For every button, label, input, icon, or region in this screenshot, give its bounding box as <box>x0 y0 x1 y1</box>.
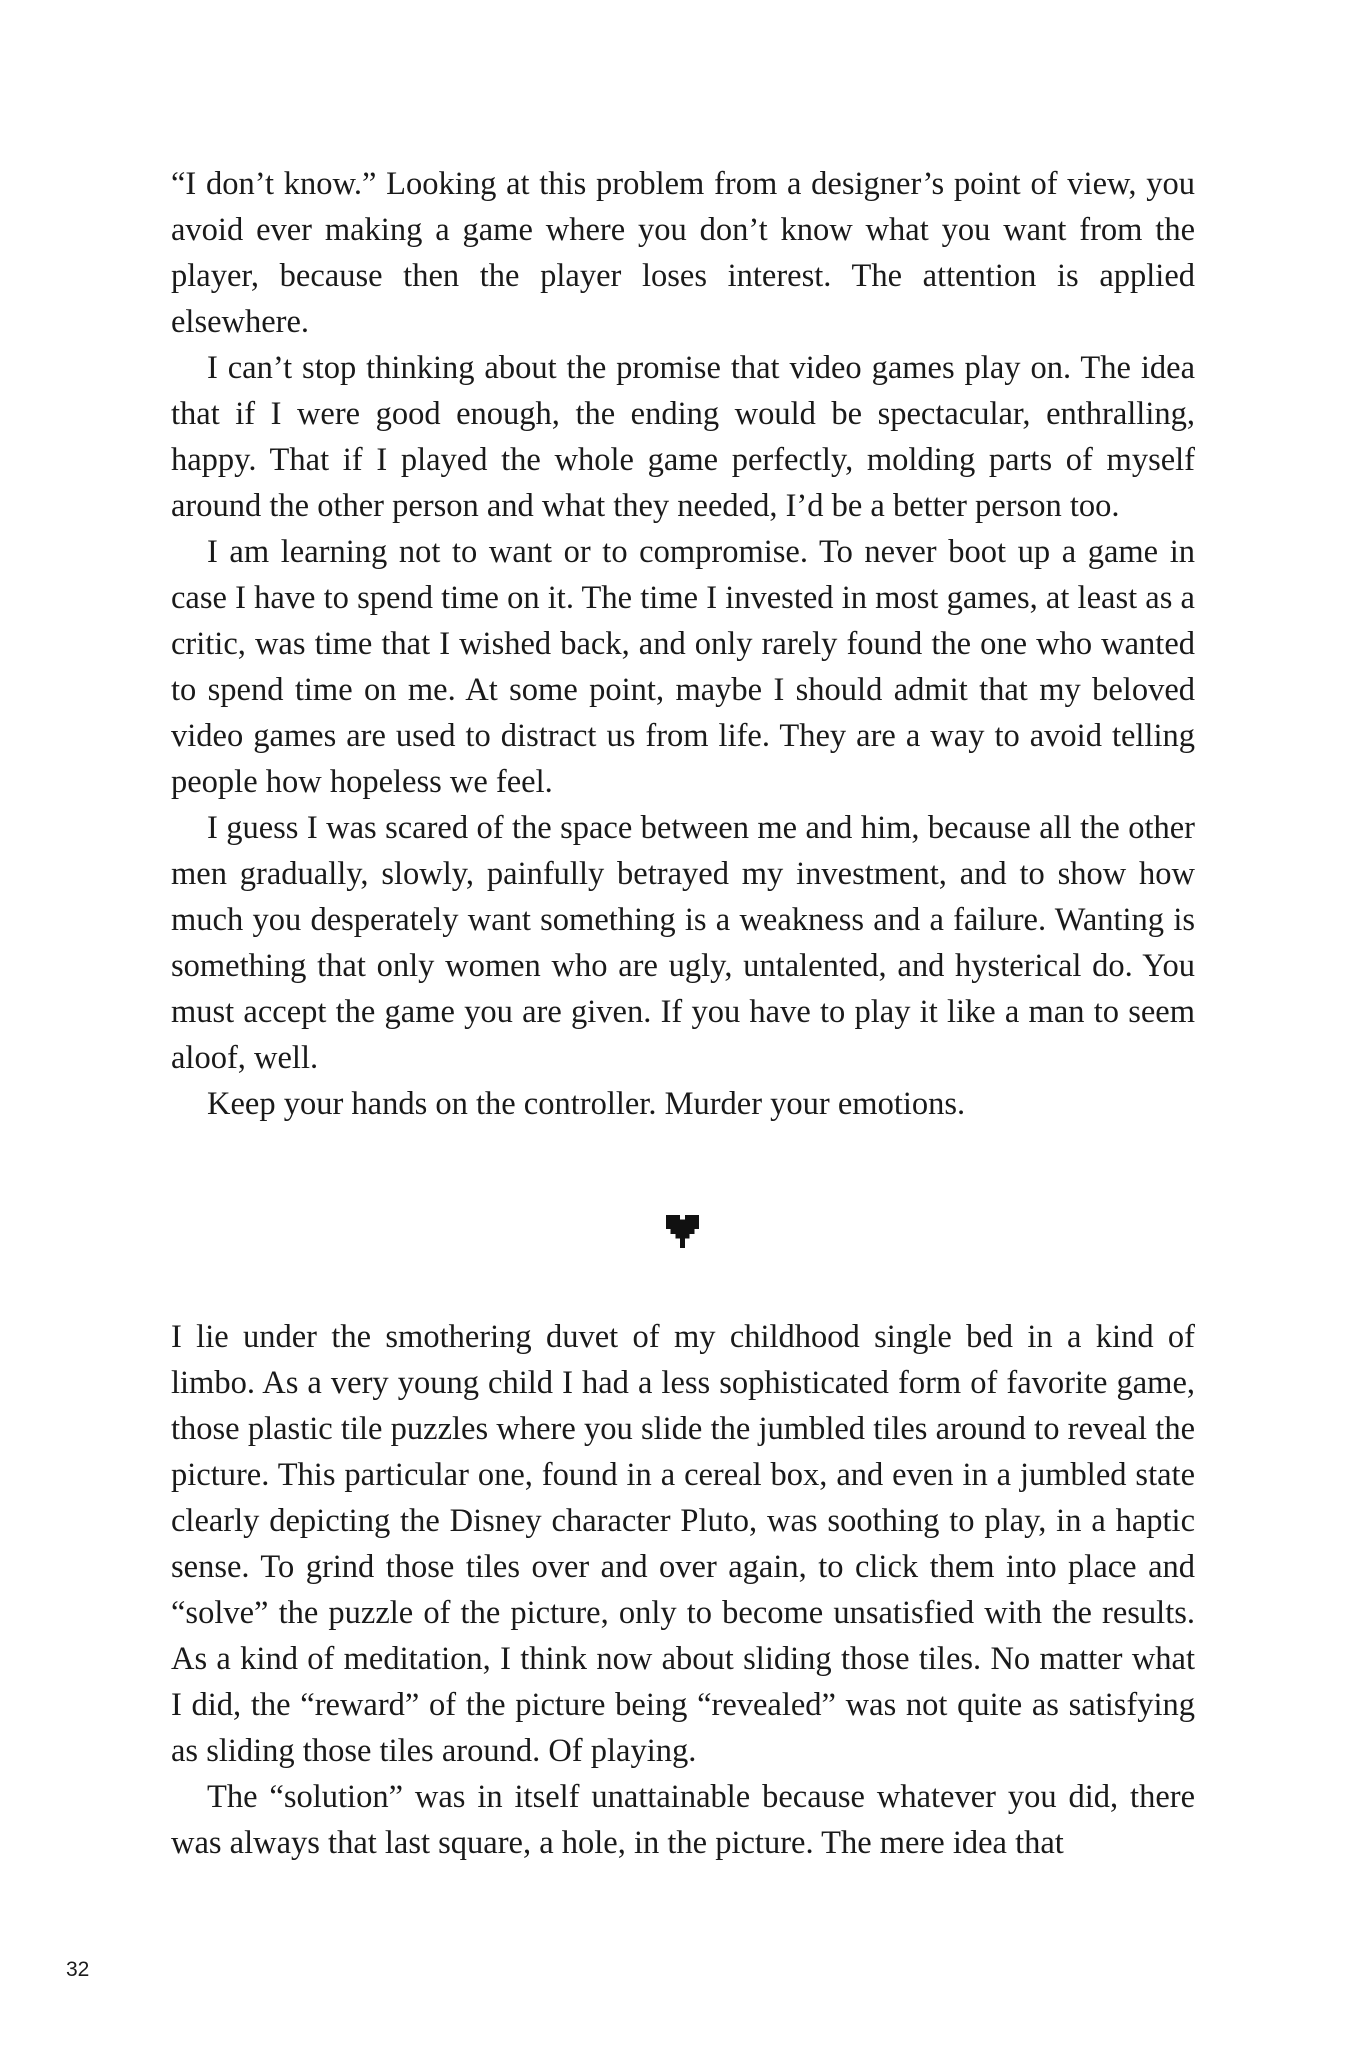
paragraph: The “solution” was in itself unattainable because whatever you did, there was always that last square, a hole, in the picture. The mere idea that <box>171 1779 1195 1861</box>
paragraph: I can’t stop thinking about the promise that video games play on. The idea that if I were good enough, the ending would be spectacular, enthralling, happy. That if I played the whole game perfectly, molding parts of myself around the other person and what they needed, I’d be a better person too. <box>171 350 1195 524</box>
pixel-heart-icon <box>666 1215 699 1248</box>
paragraph: “I don’t know.” Looking at this problem from a designer’s point of view, you avoid ever making a game where you don’t know what you want from the player, because then the player loses interest. The attention is applied elsewhere. <box>171 166 1195 340</box>
paragraph: Keep your hands on the controller. Murder your emotions. <box>207 1086 966 1122</box>
paragraph: I guess I was scared of the space between me and him, because all the other men gradually, slowly, painfully betrayed my investment, and to show how much you desperately want something is a weakness and a failure. Wanting is something that only women who are ugly, untalented, and hysterical do. You must accept the game you are given. If you have to play it like a man to seem aloof, well. <box>171 810 1195 1076</box>
section-one <box>171 161 1195 1127</box>
paragraph: I am learning not to want or to compromise. To never boot up a game in case I have to spend time on it. The time I invested in most games, at least as a critic, was time that I wished back, and only rarely found the one who wanted to spend time on me. At some point, maybe I should admit that my beloved video games are used to distract us from life. They are a way to avoid telling people how hopeless we feel. <box>171 534 1195 800</box>
paragraph: I lie under the smothering duvet of my childhood single bed in a kind of limbo. As a very young child I had a less sophisticated form of favorite game, those plastic tile puzzles where you slide the jumbled tiles around to reveal the picture. This particular one, found in a cereal box, and even in a jumbled state clearly depicting the Disney character Pluto, was soothing to play, in a haptic sense. To grind those tiles over and over again, to click them into place and “solve” the puzzle of the picture, only to become unsatisfied with the results. As a kind of meditation, I think now about sliding those tiles. No matter what I did, the “reward” of the picture being “revealed” was not quite as satisfying as sliding those tiles around. Of playing. <box>171 1319 1195 1769</box>
page-number: 32 <box>66 1958 90 1981</box>
section-two <box>171 1314 1195 1866</box>
